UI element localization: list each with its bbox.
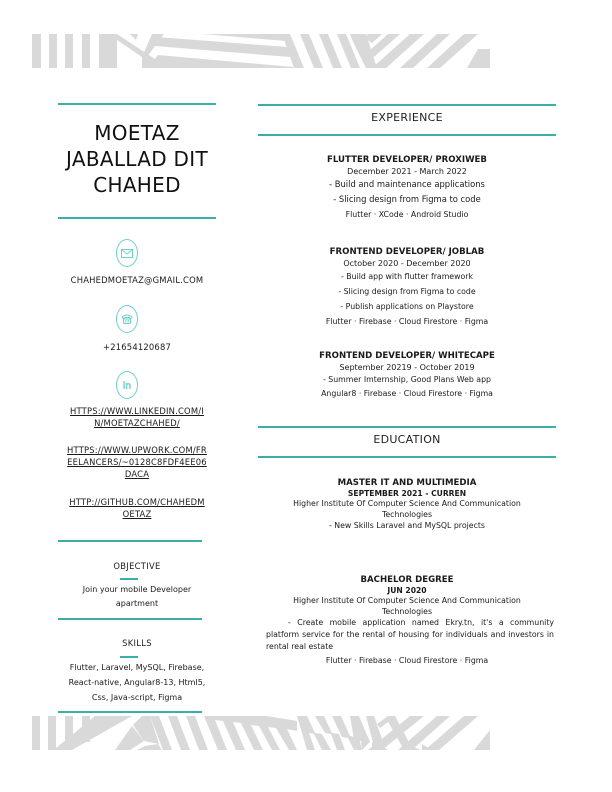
job-bullet: - Build and maintenance applications bbox=[329, 179, 485, 189]
degree-title: MASTER IT AND MULTIMEDIA bbox=[337, 478, 477, 488]
job-bullet: - Build app with flutter framework bbox=[341, 272, 473, 281]
bottom-decorative-banner bbox=[32, 716, 490, 750]
phone-icon bbox=[116, 305, 138, 333]
experience-entry bbox=[258, 155, 556, 223]
stripe-pattern-icon bbox=[32, 716, 490, 750]
job-bullet: - Slicing design from Figma to code bbox=[333, 194, 481, 204]
school-name: Higher Institute Of Computer Science And Communication Technologies bbox=[293, 499, 521, 519]
education-title: EDUCATION bbox=[373, 433, 441, 446]
job-tags: Angular8 · Firebase · Cloud Firestore · Figma bbox=[321, 389, 493, 398]
linkedin-icon bbox=[116, 371, 138, 399]
email-text[interactable]: CHAHEDMOETAZ@GMAIL.COM bbox=[70, 275, 204, 285]
experience-entry bbox=[258, 351, 556, 402]
divider bbox=[58, 540, 202, 542]
degree-tags: Flutter · Firebase · Cloud Firestore · Figma bbox=[325, 656, 489, 665]
job-tags: Flutter · XCode · Android Studio bbox=[345, 210, 469, 219]
job-date: September 20219 - October 2019 bbox=[339, 363, 475, 372]
objective-title: OBJECTIVE bbox=[113, 561, 161, 571]
school-name: Higher Institute Of Computer Science And Communication Technologies bbox=[293, 596, 521, 616]
divider bbox=[58, 711, 202, 713]
candidate-name: MOETAZ JABALLAD DIT CHAHED bbox=[66, 121, 208, 197]
skills-text: Flutter, Laravel, MySQL, Firebase, React-native, Angular8-13, Html5, Css, Java-script, Figma bbox=[68, 663, 206, 702]
divider bbox=[258, 134, 556, 136]
job-date: December 2021 - March 2022 bbox=[347, 167, 467, 176]
job-bullet: - Slicing design from Figma to code bbox=[338, 287, 476, 296]
short-divider bbox=[120, 578, 138, 580]
divider bbox=[58, 217, 216, 219]
experience-entry bbox=[258, 247, 556, 330]
svg-text:in: in bbox=[122, 381, 132, 390]
degree-desc: - New Skills Laravel and MySQL projects bbox=[329, 521, 485, 530]
divider bbox=[258, 104, 556, 106]
job-role: FRONTEND DEVELOPER/ WHITECAPE bbox=[319, 351, 495, 361]
linkedin-link[interactable]: HTTPS://WWW.LINKEDIN.COM/IN/MOETAZCHAHED/ bbox=[70, 406, 204, 428]
upwork-link[interactable]: HTTPS://WWW.UPWORK.COM/FREELANCERS/~0128C8FDF4EE06DACA bbox=[67, 445, 207, 479]
job-role: FRONTEND DEVELOPER/ JOBLAB bbox=[329, 247, 485, 257]
email-icon bbox=[116, 239, 138, 267]
skills-title: SKILLS bbox=[122, 638, 152, 648]
job-date: October 2020 - December 2020 bbox=[343, 259, 471, 268]
phone-text: +21654120687 bbox=[102, 342, 172, 352]
degree-desc: - Create mobile application named Ekry.tn, it's a community platform service for the rental of housing for individuals and investors in rental real estate bbox=[266, 618, 554, 651]
job-bullet: - Publish applications on Playstore bbox=[340, 302, 474, 311]
divider bbox=[258, 456, 556, 458]
education-entry bbox=[258, 575, 556, 669]
job-tags: Flutter · Firebase · Cloud Firestore · Figma bbox=[325, 317, 489, 326]
job-role: FLUTTER DEVELOPER/ PROXIWEB bbox=[327, 155, 487, 165]
stripe-pattern-icon bbox=[32, 34, 490, 68]
experience-title: EXPERIENCE bbox=[371, 111, 443, 124]
job-bullet: - Summer Imternship, Good Plans Web app bbox=[323, 375, 491, 384]
objective-text: Join your mobile Developer apartment bbox=[82, 585, 192, 608]
github-link[interactable]: HTTP://GITHUB.COM/CHAHEDMOETAZ bbox=[69, 497, 205, 519]
top-decorative-banner bbox=[32, 34, 490, 68]
divider bbox=[58, 618, 202, 620]
divider bbox=[258, 426, 556, 428]
short-divider bbox=[120, 656, 138, 658]
divider bbox=[58, 103, 216, 105]
degree-title: BACHELOR DEGREE bbox=[360, 575, 454, 585]
education-entry bbox=[258, 478, 556, 531]
degree-date: JUN 2020 bbox=[387, 586, 427, 595]
degree-date: SEPTEMBER 2021 - CURREN bbox=[347, 489, 467, 498]
